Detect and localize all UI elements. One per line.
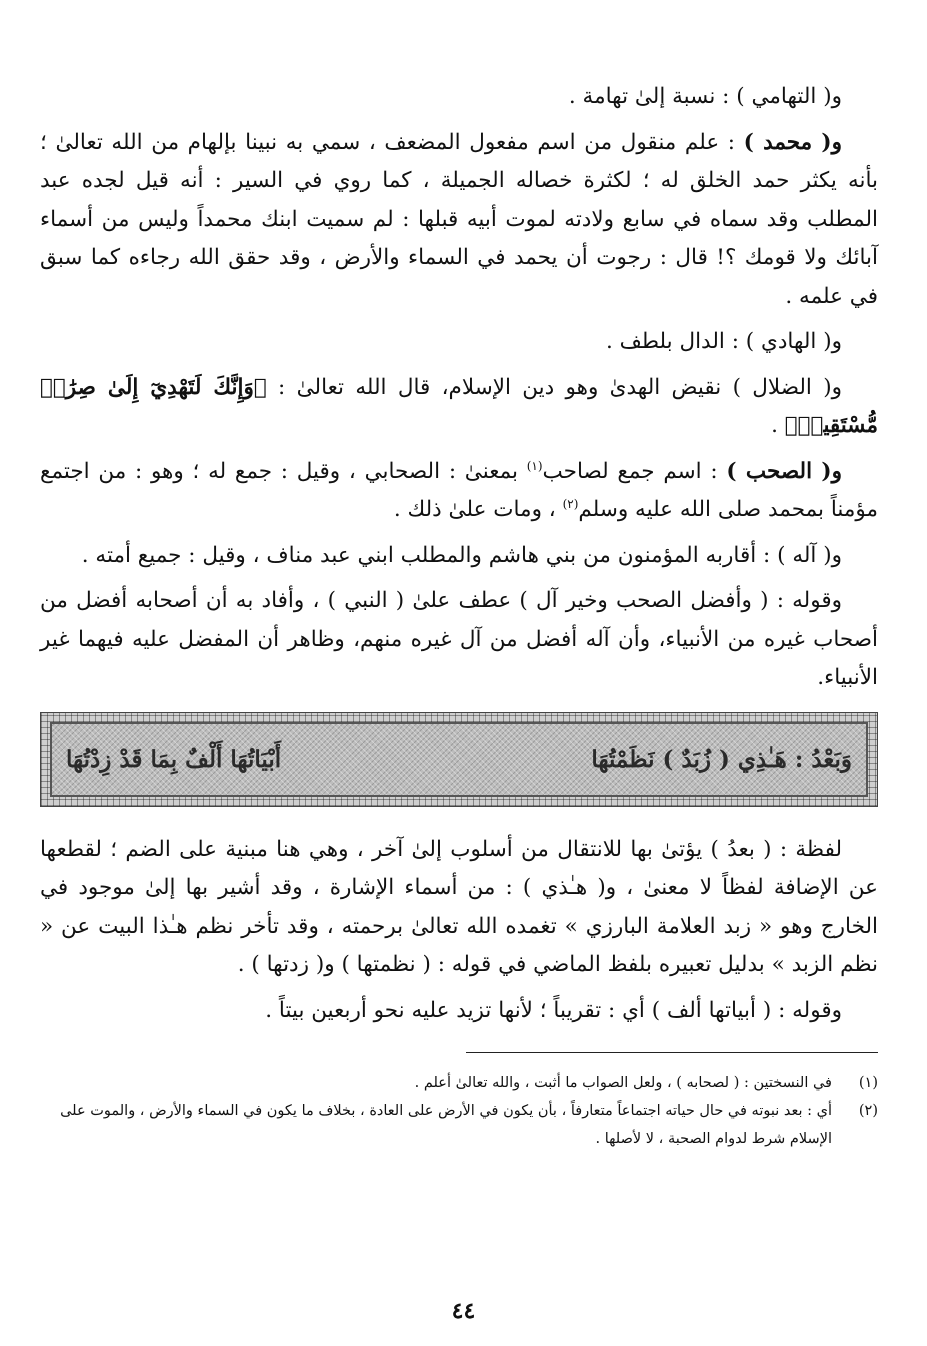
paragraph [40,582,878,698]
commentary-section-1 [40,78,878,698]
paragraph-text: لفظة : ( بعدُ ) يؤتىٰ بها للانتقال من أسلوب إلىٰ آخر ، وهي هنا مبنية على الضم ؛ لقطعها عن الإضافة لفظاً لا معنىٰ ، و( هـٰذي ) : من أسماء الإشارة ، وقد أشير بها إلىٰ موجود في الخارج وهو « زبد العلامة البارزي » تغمده الله تعالىٰ برحمته ، وقد تأخر نظم هـٰذا البيت عن « نظم الزبد » بدليل تعبيره بلفظ الماضي في قوله : ( نظمتها ) و( زدتها ) . [40,836,878,977]
paragraph-text: : اسم جمع لصاحب [542,458,727,484]
paragraph-text: وقوله : ( أبياتها ألف ) أي : تقريباً ؛ لأنها تزيد عليه نحو أربعين بيتاً . [265,997,842,1023]
paragraph [40,124,878,317]
quran-quote: ﴿وَإِنَّكَ لَتَهْدِيٓ إِلَىٰ صِرَٰطٖ مُّسْتَقِيمٖ﴾ [40,374,878,438]
term-heading: و( محمد ) [743,129,842,155]
footnote-ref: (٢) [562,496,579,511]
paragraph-text: و( الضلال ) نقيض الهدىٰ وهو دين الإسلام، قال الله تعالىٰ : [266,374,843,400]
paragraph-text: ، ومات علىٰ ذلك . [393,497,563,522]
paragraph [40,453,878,530]
paragraph [40,831,878,985]
commentary-section-2 [40,831,878,1031]
footnote-text: أي : بعد نبوته في حال حياته اجتماعاً متعارفاً ، بأن يكون في الأرض على العادة ، بخلاف ما يكون في السماء والأرض ، والموت على الإسلام شرط لدوام الصحبة ، لا لأصلها . [60,1103,832,1147]
footnote-ref: (١) [526,458,543,473]
paragraph [40,78,878,117]
verse-frame [40,712,878,807]
footnote [40,1097,878,1153]
footnote-divider [466,1052,878,1053]
verse-first-hemistich: وَبَعْدُ : هَـٰذِي ( زُبَدٌ ) نَظَمْتُهَا [591,745,852,773]
paragraph [40,537,878,576]
verse-box [50,722,868,797]
term-heading: و( الصحب ) [726,458,842,484]
paragraph-text: و( الهادي ) : الدال بلطف . [605,329,842,354]
footnote-text: في النسختين : ( لصحابه ) ، ولعل الصواب ما أثبت ، والله تعالىٰ أعلم . [414,1075,832,1091]
verse-second-hemistich: أَبْيَاتُهَا أَلْفٌ بِمَا قَدْ زِدْتُهَا [66,745,282,773]
footnote [40,1069,878,1097]
paragraph-text: وقوله : ( وأفضل الصحب وخير آل ) عطف علىٰ ( النبي ) ، وأفاد به أن أصحابه أفضل من أصحاب غيره من الأنبياء، وأن آله أفضل من آل غيره منهم، وظاهر أن المفضل عليه فيهما غير الأنبياء. [40,588,878,690]
footnotes [40,1069,878,1153]
footnote-number: (٢) [858,1103,878,1119]
page-number: ٤٤ [451,1298,476,1324]
paragraph-text: بمعنىٰ : الصحابي ، وقيل : جمع له ؛ وهو : من اجتمع مؤمناً بمحمد صلى الله عليه وسلم [40,458,878,522]
paragraph-text: . [771,413,785,438]
footnote-number: (١) [858,1075,878,1091]
paragraph-text: و( التهامي ) : نسبة إلىٰ تهامة . [568,84,842,109]
page-body [40,78,878,1153]
paragraph-text: : علم منقول من اسم مفعول المضعف ، سمي به نبينا بإلهام من الله تعالىٰ ؛ بأنه يكثر حمد الخلق له ؛ لكثرة خصاله الجميلة ، كما روي في السير : أنه قيل لجده عبد المطلب وقد سماه في سابع ولادته لموت أبيه قبلها : لم سميت ابنك محمداً وليس من أسماء آبائك ولا قومك ؟! قال : رجوت أن يحمد في السماء والأرض ، وقد حقق الله رجاءه كما سبق في علمه . [40,129,878,309]
paragraph [40,369,878,446]
paragraph [40,323,878,362]
paragraph-text: و( آله ) : أقاربه المؤمنون من بني هاشم والمطلب ابني عبد مناف ، وقيل : جميع أمته . [81,542,842,568]
paragraph [40,992,878,1031]
